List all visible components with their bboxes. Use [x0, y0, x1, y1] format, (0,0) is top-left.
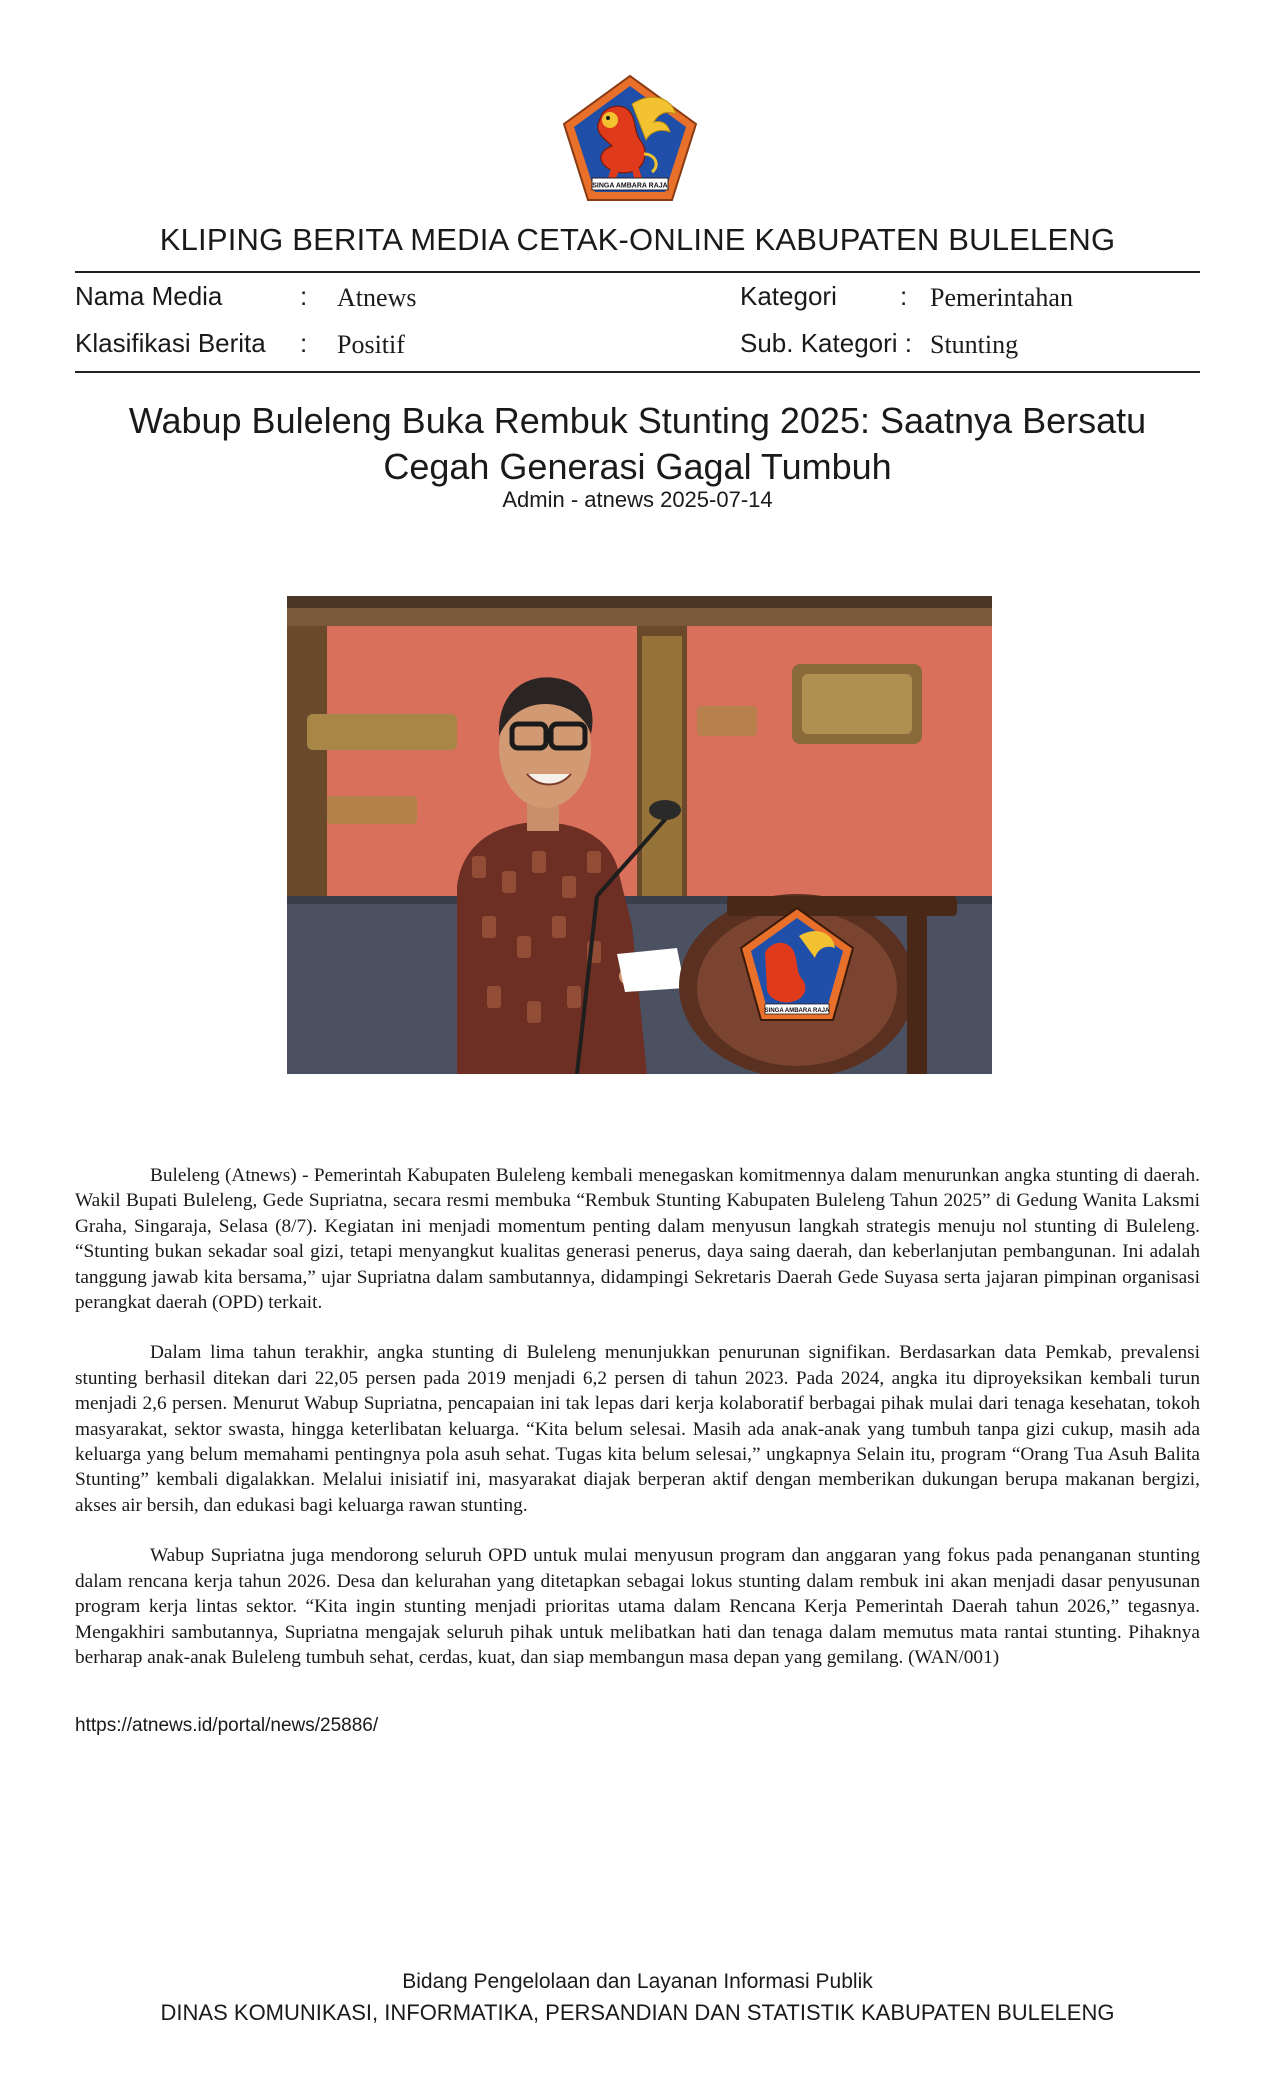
subcategory-value: Stunting	[930, 330, 1019, 359]
footer-agency: DINAS KOMUNIKASI, INFORMATIKA, PERSANDIAN DAN STATISTIK KABUPATEN BULELENG	[160, 2000, 1115, 2025]
classification-value: Positif	[337, 330, 405, 359]
article-paragraph: Dalam lima tahun terakhir, angka stunting di Buleleng menunjukkan penurunan signifikan. Berdasarkan data Pemkab, prevalensi stunting berhasil ditekan dari 22,05 persen pada 2019 menjadi 6,2 persen di tahun 2023. Pada 2024, angka itu diproyeksikan kembali turun menjadi 2,6 persen. Menurut Wabup Supriatna, pencapaian ini tak lepas dari kerja kolaboratif berbagai pihak mulai dari tenaga kesehatan, tokoh masyarakat, sektor swasta, hingga keterlibatan keluarga. “Kita belum selesai. Masih ada anak-anak yang tumbuh tanpa gizi cukup, masih ada keluarga yang belum memahami pentingnya pola asuh sehat. Tugas kita belum selesai,” ungkapnya Selain itu, program “Orang Tua Asuh Balita Stunting” kembali digalakkan. Melalui inisiatif ini, masyarakat diajak berperan aktif dengan memberikan dukungan berupa makanan bergizi, akses air bersih, dan edukasi bagi keluarga rawan stunting.	[75, 1342, 1200, 1516]
article-photo	[287, 596, 992, 1074]
article-title: Wabup Buleleng Buka Rembuk Stunting 2025: Saatnya Bersatu Cegah Generasi Gagal Tumbuh	[128, 400, 1147, 487]
header-bottom-rule	[75, 371, 1200, 373]
podium-motto: SINGA AMBARA RAJA	[764, 1008, 830, 1014]
category-label: Kategori	[740, 281, 837, 311]
article-byline: Admin - atnews 2025-07-14	[502, 487, 773, 512]
category-value: Pemerintahan	[930, 283, 1073, 312]
classification-label: Klasifikasi Berita	[75, 328, 266, 358]
logo-motto: SINGA AMBARA RAJA	[592, 182, 668, 190]
media-colon: :	[300, 281, 308, 311]
category-colon: :	[900, 281, 908, 311]
source-url: https://atnews.id/portal/news/25886/	[75, 1715, 379, 1736]
classification-colon: :	[300, 328, 308, 358]
media-label: Nama Media	[75, 281, 223, 311]
subcategory-label: Sub. Kategori :	[740, 328, 912, 358]
article-paragraph: Wabup Supriatna juga mendorong seluruh OPD untuk mulai menyusun program dan anggaran yang fokus pada penanganan stunting dalam rencana kerja tahun 2026. Desa dan kelurahan yang ditetapkan sebagai lokus stunting dalam rembuk ini akan menjadi dasar penyusunan program kerja lintas sektor. “Kita ingin stunting menjadi prioritas utama dalam Rencana Kerja Pemerintah Daerah tahun 2026,” tegasnya. Mengakhiri sambutannya, Supriatna mengajak seluruh pihak untuk melibatkan hati dan tenaga dalam memutus mata rantai stunting. Pihaknya berharap anak-anak Buleleng tumbuh sehat, cerdas, kuat, dan siap membangun masa depan yang gemilang. (WAN/001)	[75, 1545, 1200, 1668]
article-body	[75, 1163, 1200, 1695]
page-heading: KLIPING BERITA MEDIA CETAK-ONLINE KABUPATEN BULELENG	[159, 222, 1116, 257]
article-paragraph: Buleleng (Atnews) - Pemerintah Kabupaten Buleleng kembali menegaskan komitmennya dalam menurunkan angka stunting di daerah. Wakil Bupati Buleleng, Gede Supriatna, secara resmi membuka “Rembuk Stunting Kabupaten Buleleng Tahun 2025” di Gedung Wanita Laksmi Graha, Singaraja, Selasa (8/7). Kegiatan ini menjadi momentum penting dalam menyusun langkah strategis menuju nol stunting di Buleleng. “Stunting bukan sekadar soal gizi, tetapi menyangkut kualitas generasi penerus, daya saing daerah, dan keberlanjutan pembangunan. Ini adalah tanggung jawab kita bersama,” ujar Supriatna dalam sambutannya, didampingi Sekretaris Daerah Gede Suyasa serta jajaran pimpinan organisasi perangkat daerah (OPD) terkait.	[75, 1165, 1200, 1314]
footer-division: Bidang Pengelolaan dan Layanan Informasi Publik	[402, 1970, 873, 1993]
buleleng-logo	[562, 74, 698, 202]
header-top-rule	[75, 271, 1200, 273]
media-value: Atnews	[337, 283, 417, 312]
